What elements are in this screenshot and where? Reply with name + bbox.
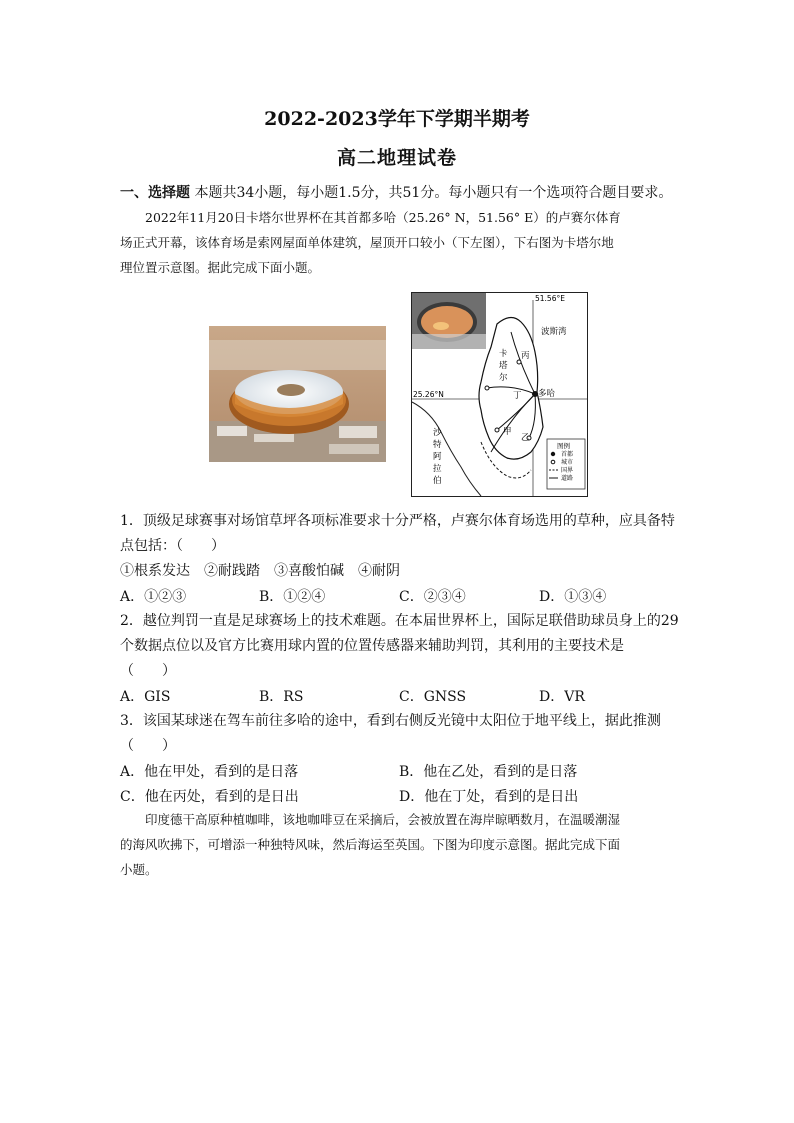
yi-label: 乙 bbox=[521, 433, 530, 443]
q1-stem: 点包括：（ ） bbox=[120, 538, 225, 554]
q1-option-d[interactable]: D．①③④ bbox=[539, 589, 607, 605]
q3-option-d[interactable]: D．他在丁处，看到的是日出 bbox=[399, 789, 579, 805]
saudi-label: 伯 bbox=[433, 476, 442, 486]
section-desc: 本题共34小题，每小题1.5分，共51分。每小题只有一个选项符合题目要求。 bbox=[190, 185, 673, 201]
q2-option-c[interactable]: C．GNSS bbox=[399, 689, 467, 705]
q1-option-b[interactable]: B．①②④ bbox=[259, 589, 326, 605]
legend-item: 道路 bbox=[561, 475, 574, 482]
q2-option-d[interactable]: D．VR bbox=[539, 689, 585, 705]
country-label: 卡 bbox=[499, 349, 508, 359]
q2-option-b[interactable]: B．RS bbox=[259, 689, 304, 705]
passage1-line: 场正式开幕，该体育场是索网屋面单体建筑，屋顶开口较小（下左图），下右图为卡塔尔地 bbox=[120, 235, 614, 250]
q1-stem: 1．顶级足球赛事对场馆草坪各项标准要求十分严格，卢赛尔体育场选用的草种，应具备特 bbox=[120, 513, 675, 529]
country-label: 塔 bbox=[499, 361, 508, 371]
qatar-map bbox=[411, 292, 588, 497]
legend-item: 国界 bbox=[561, 467, 574, 474]
q3-option-b[interactable]: B．他在乙处，看到的是日落 bbox=[399, 764, 578, 780]
q3-option-a[interactable]: A．他在甲处，看到的是日落 bbox=[120, 764, 299, 780]
section-label: 一、选择题 bbox=[120, 185, 190, 201]
q2-stem: 2．越位判罚一直是足球赛场上的技术难题。在本届世界杯上，国际足联借助球员身上的29 bbox=[120, 613, 679, 629]
legend-title: 图例 bbox=[557, 442, 570, 450]
saudi-label: 特 bbox=[433, 440, 442, 450]
exam-title: 2022-2023学年下学期半期考 bbox=[264, 108, 530, 130]
passage2-line: 的海风吹拂下，可增添一种独特风味，然后海运至英国。下图为印度示意图。据此完成下面 bbox=[120, 837, 621, 852]
passage1-line: 理位置示意图。据此完成下面小题。 bbox=[120, 260, 321, 275]
stadium-photo bbox=[209, 326, 386, 462]
q2-stem: 个数据点位以及官方比赛用球内置的位置传感器来辅助判罚，其利用的主要技术是 bbox=[120, 638, 624, 654]
saudi-label: 阿 bbox=[433, 452, 442, 462]
q2-stem: （ ） bbox=[120, 663, 176, 679]
doha-label: 多哈 bbox=[538, 389, 556, 399]
q2-option-a[interactable]: A．GIS bbox=[120, 689, 171, 705]
lat-label: 25.26°N bbox=[413, 390, 444, 399]
q3-option-c[interactable]: C．他在丙处，看到的是日出 bbox=[120, 789, 299, 805]
lon-label: 51.56°E bbox=[535, 294, 565, 303]
q1-option-a[interactable]: A．①②③ bbox=[120, 589, 187, 605]
ding-label: 丁 bbox=[513, 391, 522, 401]
gulf-label: 波斯湾 bbox=[541, 327, 567, 337]
section-heading bbox=[120, 180, 680, 206]
q1-option-c[interactable]: C．②③④ bbox=[399, 589, 466, 605]
q3-stem: 3．该国某球迷在驾车前往多哈的途中，看到右侧反光镜中太阳位于地平线上，据此推测 bbox=[120, 713, 661, 729]
legend-item: 首都 bbox=[561, 451, 574, 458]
jia-label: 甲 bbox=[503, 427, 512, 437]
saudi-label: 拉 bbox=[433, 464, 442, 474]
passage2-line: 印度德干高原种植咖啡，该地咖啡豆在采摘后，会被放置在海岸晾晒数月，在温暖潮湿 bbox=[120, 812, 621, 827]
passage1-line: 2022年11月20日卡塔尔世界杯在其首都多哈（25.26° N，51.56° E）的卢赛尔体育 bbox=[120, 210, 621, 225]
q3-stem: （ ） bbox=[120, 738, 176, 754]
legend-item: 城市 bbox=[561, 459, 574, 466]
bing-label: 丙 bbox=[521, 351, 530, 361]
exam-subtitle: 高二地理试卷 bbox=[336, 147, 457, 169]
q1-features: ①根系发达 ②耐践踏 ③喜酸怕碱 ④耐阴 bbox=[120, 563, 400, 579]
saudi-label: 沙 bbox=[433, 428, 442, 438]
country-label: 尔 bbox=[499, 373, 508, 383]
passage2-line: 小题。 bbox=[120, 862, 158, 877]
